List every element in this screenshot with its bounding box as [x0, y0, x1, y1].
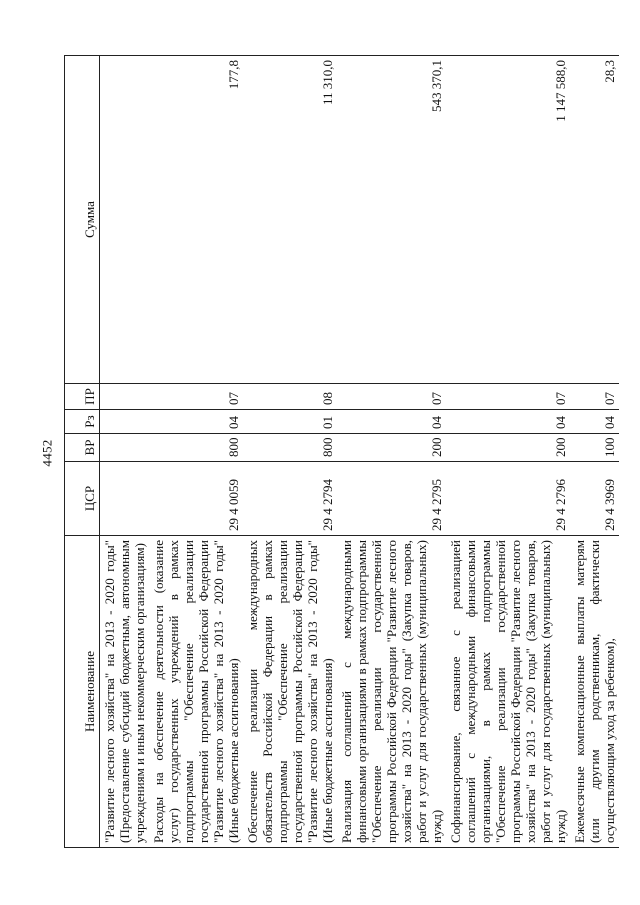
row-vr: 800: [243, 434, 337, 462]
row-name: Софинансирование, связанное с реализацией соглашений с международными финансовыми организациями, в рамках подпрограммы "Обеспечение реализации государственной программы Российской Федерации "Развитие лесного хозяйства" на 2013 - 2020 годы" (Закупка товаров, работ и услуг для государственных (муниципальных) нужд): [446, 536, 570, 848]
row-vr: 800: [149, 434, 243, 462]
row-vr: [100, 434, 150, 462]
row-pr: 07: [337, 384, 446, 410]
row-pr: 07: [149, 384, 243, 410]
table-row: [243, 56, 337, 848]
row-name: Реализация соглашений с международными финансовыми организациями в рамках подпрограммы "Обеспечение реализации государственной программы Российской Федерации "Развитие лесного хозяйства" на 2013 - 2020 годы" (Закупка товаров, работ и услуг для государственных (муниципальных) нужд): [337, 536, 446, 848]
row-pr: 07: [570, 384, 619, 410]
row-sum: 177,8: [149, 56, 243, 384]
row-name: "Развитие лесного хозяйства" на 2013 - 2020 годы" (Предоставление субсидий бюджетным, автономным учреждениям и иным некоммерческим организациям): [100, 536, 150, 848]
row-pr: 07: [446, 384, 570, 410]
table-row: [337, 56, 446, 848]
table-body: [100, 56, 620, 848]
header-vr: ВР: [65, 434, 100, 462]
page-number: 4452: [39, 439, 55, 467]
header-sum: Сумма: [65, 56, 100, 384]
header-csr: ЦСР: [65, 462, 100, 536]
budget-table: [64, 55, 619, 848]
row-name: Обеспечение реализации международных обязательств Российской Федерации в рамках подпрограммы "Обеспечение реализации государственной программы Российской Федерации "Развитие лесного хозяйства" на 2013 - 2020 годы" (Иные бюджетные ассигнования): [243, 536, 337, 848]
row-csr: 29 4 3969: [570, 462, 619, 536]
row-name: Расходы на обеспечение деятельности (оказание услуг) государственных учреждений в рамках подпрограммы "Обеспечение реализации государственной программы Российской Федерации "Развитие лесного хозяйства" на 2013 - 2020 годы" (Иные бюджетные ассигнования): [149, 536, 243, 848]
header-pr: ПР: [65, 384, 100, 410]
row-csr: 29 4 0059: [149, 462, 243, 536]
row-csr: [100, 462, 150, 536]
header-name: Наименование: [65, 536, 100, 848]
header-rz: Рз: [65, 410, 100, 434]
header-row: [65, 56, 100, 848]
row-rz: [100, 410, 150, 434]
table-row: [100, 56, 150, 848]
row-csr: 29 4 2794: [243, 462, 337, 536]
row-sum: 1 147 588,0: [446, 56, 570, 384]
row-sum: 543 370,1: [337, 56, 446, 384]
rotated-table-container: [64, 55, 617, 848]
table-header: [65, 56, 100, 848]
table-row: [149, 56, 243, 848]
row-rz: 01: [243, 410, 337, 434]
row-rz: 04: [570, 410, 619, 434]
row-vr: 200: [446, 434, 570, 462]
row-rz: 04: [337, 410, 446, 434]
row-vr: 200: [337, 434, 446, 462]
row-pr: [100, 384, 150, 410]
row-rz: 04: [446, 410, 570, 434]
row-sum: [100, 56, 150, 384]
row-rz: 04: [149, 410, 243, 434]
row-vr: 100: [570, 434, 619, 462]
row-sum: 11 310,0: [243, 56, 337, 384]
table-row: [446, 56, 570, 848]
row-pr: 08: [243, 384, 337, 410]
row-name: Ежемесячные компенсационные выплаты матерям (или другим родственникам, фактически осуществляющим уход за ребенком),: [570, 536, 619, 848]
row-csr: 29 4 2796: [446, 462, 570, 536]
table-row: [570, 56, 619, 848]
row-sum: 28,3: [570, 56, 619, 384]
row-csr: 29 4 2795: [337, 462, 446, 536]
